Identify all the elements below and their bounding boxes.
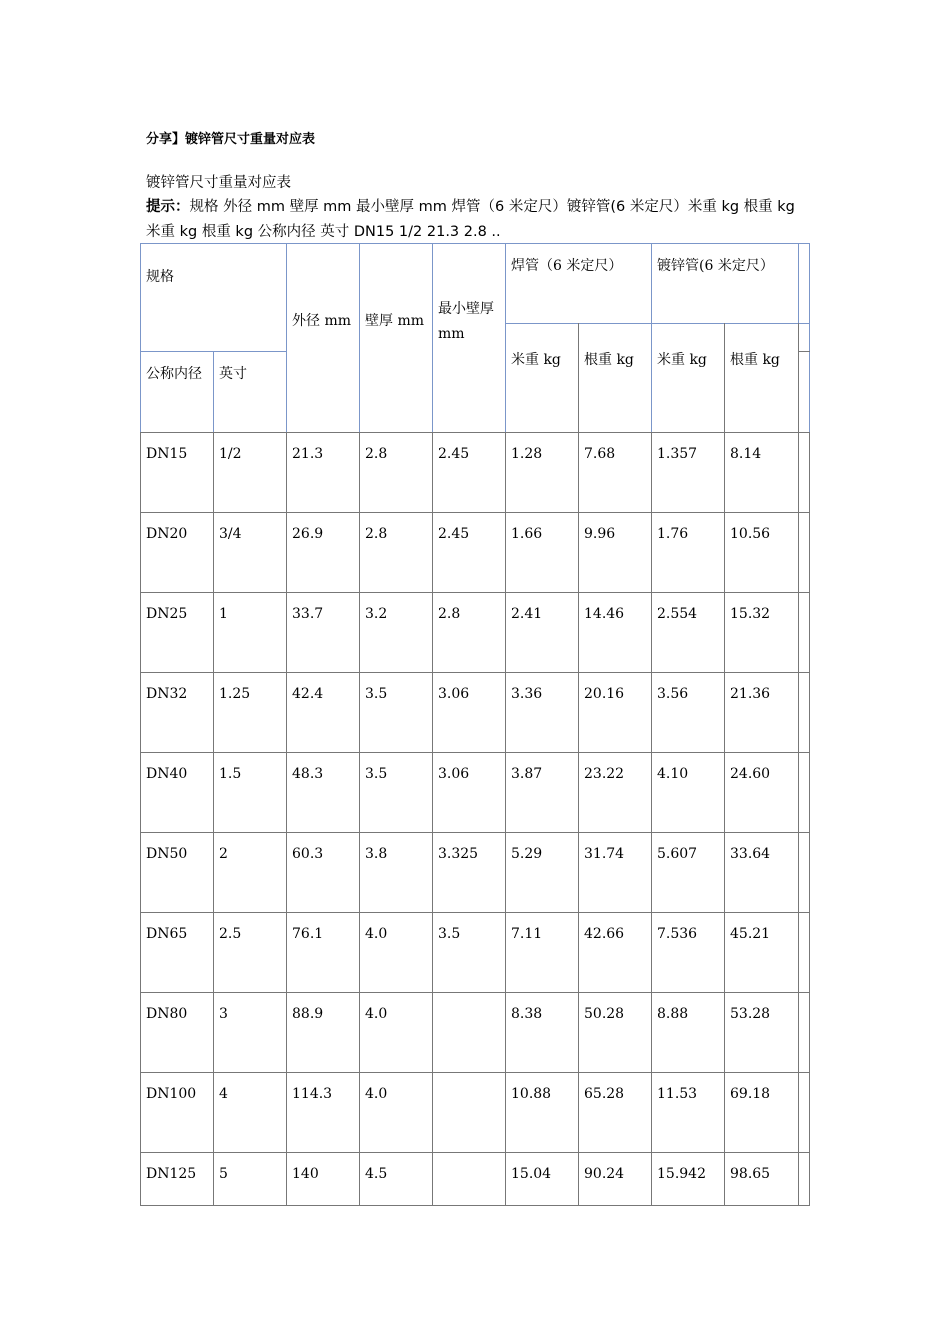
table-cell-outer-diameter: 76.1: [292, 926, 324, 942]
header-spec: 规格: [146, 269, 174, 285]
table-cell-inch: 3/4: [219, 526, 242, 542]
table-cell-galv-root-weight: 69.18: [730, 1086, 771, 1102]
table-cell-galv-root-weight: 21.36: [730, 686, 771, 702]
table-cell-inch: 3: [219, 1006, 228, 1022]
page-title: 分享】镀锌管尺寸重量对应表: [146, 132, 316, 147]
hint-paragraph: [146, 195, 810, 245]
table-cell-welded-root-weight: 23.22: [584, 766, 625, 782]
table-cell-welded-meter-weight: 1.66: [511, 526, 543, 542]
table-cell-wall-thickness: 4.5: [365, 1166, 388, 1182]
table-cell-min-wall-thickness: 3.5: [438, 926, 461, 942]
table-cell-outer-diameter: 42.4: [292, 686, 324, 702]
table-cell-nominal-diameter: DN80: [146, 1006, 188, 1022]
table-cell-welded-meter-weight: 15.04: [511, 1166, 552, 1182]
table-cell-galv-root-weight: 10.56: [730, 526, 771, 542]
table-cell-outer-diameter: 88.9: [292, 1006, 324, 1022]
table-cell-welded-root-weight: 31.74: [584, 846, 625, 862]
table-cell-nominal-diameter: DN32: [146, 686, 188, 702]
table-cell-outer-diameter: 26.9: [292, 526, 324, 542]
table-cell-welded-root-weight: 65.28: [584, 1086, 625, 1102]
subtitle: 镀锌管尺寸重量对应表: [146, 175, 291, 191]
header-welded-root-weight: 根重 kg: [584, 352, 634, 368]
table-cell-welded-root-weight: 9.96: [584, 526, 616, 542]
table-cell-welded-meter-weight: 8.38: [511, 1006, 543, 1022]
table-cell-galv-meter-weight: 2.554: [657, 606, 698, 622]
table-cell-outer-diameter: 114.3: [292, 1086, 333, 1102]
table-cell-galv-root-weight: 98.65: [730, 1166, 771, 1182]
table-cell-galv-root-weight: 8.14: [730, 446, 762, 462]
table-cell-min-wall-thickness: 3.06: [438, 686, 470, 702]
table-cell-welded-meter-weight: 10.88: [511, 1086, 552, 1102]
table-cell-welded-meter-weight: 5.29: [511, 846, 543, 862]
pipe-weight-table: [140, 243, 810, 1186]
table-cell-nominal-diameter: DN25: [146, 606, 188, 622]
header-galvanized-pipe: 镀锌管(6 米定尺）: [657, 258, 774, 274]
header-wall-thickness: 壁厚 mm: [365, 313, 425, 329]
hint-text: 规格 外径 mm 壁厚 mm 最小壁厚 mm 焊管（6 米定尺）镀锌管(6 米定尺）米重 kg 根重 kg 米重 kg 根重 kg 公称内径 英寸 DN15 1/2 21.3 2.8 ..: [146, 199, 795, 240]
table-cell-outer-diameter: 33.7: [292, 606, 324, 622]
table-cell-galv-root-weight: 33.64: [730, 846, 771, 862]
table-cell-nominal-diameter: DN50: [146, 846, 188, 862]
table-cell-outer-diameter: 60.3: [292, 846, 324, 862]
table-cell-min-wall-thickness: [432, 1156, 505, 1168]
table-cell-galv-meter-weight: 11.53: [657, 1086, 698, 1102]
table-cell-nominal-diameter: DN125: [146, 1166, 197, 1182]
table-cell-galv-meter-weight: 4.10: [657, 766, 689, 782]
header-galv-root-weight: 根重 kg: [730, 352, 780, 368]
table-cell-galv-meter-weight: 8.88: [657, 1006, 689, 1022]
table-cell-wall-thickness: 4.0: [365, 926, 388, 942]
header-welded-pipe: 焊管（6 米定尺）: [511, 258, 623, 274]
header-nominal-diameter: 公称内径: [146, 366, 202, 382]
table-cell-nominal-diameter: DN15: [146, 446, 188, 462]
table-cell-galv-meter-weight: 5.607: [657, 846, 698, 862]
header-min-wall-thickness: 最小壁厚 mm: [438, 301, 494, 342]
table-cell-outer-diameter: 48.3: [292, 766, 324, 782]
table-cell-min-wall-thickness: 2.45: [438, 526, 470, 542]
table-cell-inch: 1: [219, 606, 228, 622]
table-cell-nominal-diameter: DN100: [146, 1086, 197, 1102]
table-cell-min-wall-thickness: [432, 996, 505, 1008]
hint-label: 提示：: [146, 199, 190, 215]
table-cell-inch: 1.5: [219, 766, 242, 782]
table-cell-galv-meter-weight: 3.56: [657, 686, 689, 702]
table-cell-inch: 4: [219, 1086, 228, 1102]
table-cell-welded-root-weight: 7.68: [584, 446, 616, 462]
table-cell-welded-root-weight: 14.46: [584, 606, 625, 622]
table-cell-welded-root-weight: 90.24: [584, 1166, 625, 1182]
header-outer-diameter: 外径 mm: [292, 313, 352, 329]
table-cell-inch: 1.25: [219, 686, 251, 702]
table-cell-nominal-diameter: DN65: [146, 926, 188, 942]
table-cell-wall-thickness: 3.5: [365, 686, 388, 702]
table-cell-galv-root-weight: 53.28: [730, 1006, 771, 1022]
header-galv-meter-weight: 米重 kg: [657, 352, 707, 368]
table-cell-welded-root-weight: 20.16: [584, 686, 625, 702]
table-cell-nominal-diameter: DN40: [146, 766, 188, 782]
table-cell-min-wall-thickness: 2.8: [438, 606, 461, 622]
table-cell-galv-meter-weight: 15.942: [657, 1166, 706, 1182]
table-cell-welded-root-weight: 42.66: [584, 926, 625, 942]
table-cell-welded-root-weight: 50.28: [584, 1006, 625, 1022]
table-cell-min-wall-thickness: 2.45: [438, 446, 470, 462]
header-welded-meter-weight: 米重 kg: [511, 352, 561, 368]
table-cell-galv-meter-weight: 1.357: [657, 446, 698, 462]
table-cell-welded-meter-weight: 7.11: [511, 926, 543, 942]
table-cell-wall-thickness: 4.0: [365, 1006, 388, 1022]
table-cell-welded-meter-weight: 3.36: [511, 686, 543, 702]
table-cell-inch: 5: [219, 1166, 228, 1182]
header-inch: 英寸: [219, 366, 247, 382]
table-cell-inch: 2.5: [219, 926, 242, 942]
table-cell-min-wall-thickness: [432, 1076, 505, 1088]
table-cell-wall-thickness: 4.0: [365, 1086, 388, 1102]
table-cell-outer-diameter: 21.3: [292, 446, 324, 462]
table-cell-wall-thickness: 2.8: [365, 446, 388, 462]
table-cell-nominal-diameter: DN20: [146, 526, 188, 542]
table-cell-min-wall-thickness: 3.325: [438, 846, 479, 862]
table-cell-welded-meter-weight: 2.41: [511, 606, 543, 622]
table-cell-welded-meter-weight: 3.87: [511, 766, 543, 782]
table-cell-galv-root-weight: 24.60: [730, 766, 771, 782]
table-cell-welded-meter-weight: 1.28: [511, 446, 543, 462]
table-cell-inch: 1/2: [219, 446, 242, 462]
table-cell-wall-thickness: 3.2: [365, 606, 388, 622]
table-cell-outer-diameter: 140: [292, 1166, 319, 1182]
table-cell-min-wall-thickness: 3.06: [438, 766, 470, 782]
table-cell-wall-thickness: 3.8: [365, 846, 388, 862]
table-cell-wall-thickness: 3.5: [365, 766, 388, 782]
table-cell-galv-root-weight: 15.32: [730, 606, 771, 622]
table-cell-wall-thickness: 2.8: [365, 526, 388, 542]
table-cell-galv-meter-weight: 1.76: [657, 526, 689, 542]
table-cell-galv-root-weight: 45.21: [730, 926, 771, 942]
table-cell-galv-meter-weight: 7.536: [657, 926, 698, 942]
table-cell-inch: 2: [219, 846, 228, 862]
